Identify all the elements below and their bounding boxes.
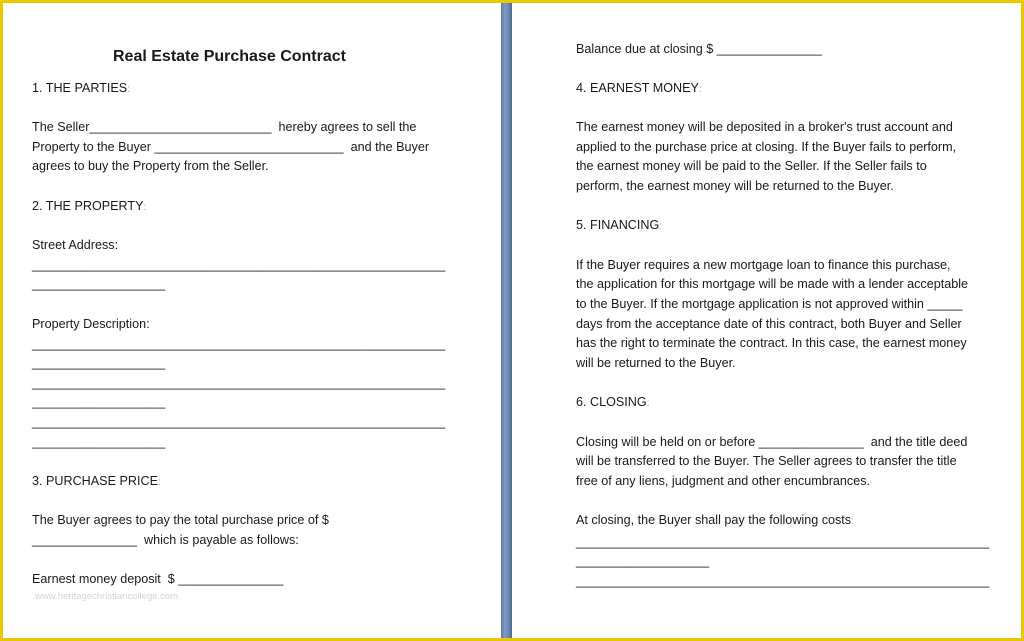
street-address-label: Street Address: bbox=[32, 238, 119, 252]
section-parties-heading: 1. THE PARTIES: bbox=[32, 81, 130, 95]
closing-costs-blank: ___________________________________________________________ bbox=[576, 574, 990, 588]
property-description-blank: ___________________ bbox=[32, 435, 166, 449]
document-frame bbox=[3, 3, 1021, 638]
earnest-money-deposit-line: Earnest money deposit $ _______________ bbox=[32, 572, 284, 586]
section-marker: : bbox=[646, 398, 650, 409]
section-marker: : bbox=[698, 84, 702, 95]
closing-costs-blank: ___________________ bbox=[576, 554, 710, 568]
parties-text-line: Property to the Buyer ___________________________ and the Buyer bbox=[32, 140, 430, 154]
financing-text-line: to the Buyer. If the mortgage application is not approved within _____ bbox=[576, 297, 963, 311]
parties-text-line: The Seller__________________________ hereby agrees to sell the bbox=[32, 120, 417, 134]
section-earnest-money-heading: 4. EARNEST MONEY: bbox=[576, 81, 702, 95]
property-description-blank: ___________________________________________________________ bbox=[32, 337, 446, 351]
section-closing-heading: 6. CLOSING: bbox=[576, 395, 650, 409]
property-description-label: Property Description: bbox=[32, 317, 150, 331]
closing-costs-blank: ___________________________________________________________ bbox=[576, 535, 990, 549]
balance-due-line: Balance due at closing $ _______________ bbox=[576, 42, 822, 56]
right-page bbox=[512, 3, 1021, 638]
page-gutter bbox=[501, 3, 512, 638]
financing-text-line: days from the acceptance date of this contract, both Buyer and Seller bbox=[576, 317, 962, 331]
street-address-blank: ___________________ bbox=[32, 277, 166, 291]
property-description-blank: ___________________ bbox=[32, 395, 166, 409]
purchase-price-text-line: The Buyer agrees to pay the total purchase price of $ bbox=[32, 513, 329, 527]
earnest-money-text-line: perform, the earnest money will be returned to the Buyer. bbox=[576, 179, 894, 193]
section-property-heading: 2. THE PROPERTY: bbox=[32, 199, 147, 213]
parties-text-line: agrees to buy the Property from the Seller. bbox=[32, 159, 269, 173]
earnest-money-text-line: applied to the purchase price at closing. If the Buyer fails to perform, bbox=[576, 140, 957, 154]
left-page bbox=[3, 3, 501, 638]
financing-text-line: the application for this mortgage will be made with a lender acceptable bbox=[576, 277, 969, 291]
closing-text-line: free of any liens, judgment and other encumbrances. bbox=[576, 474, 871, 488]
section-marker: : bbox=[851, 516, 854, 527]
closing-text-line: will be transferred to the Buyer. The Seller agrees to transfer the title bbox=[576, 454, 957, 468]
document-title: Real Estate Purchase Contract bbox=[113, 48, 346, 65]
section-marker: : bbox=[659, 221, 663, 232]
financing-text-line: If the Buyer requires a new mortgage loan to finance this purchase, bbox=[576, 258, 951, 272]
property-description-blank: ___________________________________________________________ bbox=[32, 415, 446, 429]
watermark-text: www.heritagechristiancollege.com bbox=[35, 591, 179, 602]
section-financing-heading: 5. FINANCING: bbox=[576, 218, 663, 232]
purchase-price-text-line: _______________ which is payable as follows: bbox=[32, 533, 299, 547]
section-marker: : bbox=[143, 202, 147, 213]
earnest-money-text-line: The earnest money will be deposited in a broker's trust account and bbox=[576, 120, 953, 134]
section-marker: : bbox=[157, 477, 161, 488]
property-description-blank: ___________________ bbox=[32, 356, 166, 370]
financing-text-line: has the right to terminate the contract. In this case, the earnest money bbox=[576, 336, 967, 350]
earnest-money-text-line: the earnest money will be paid to the Seller. If the Seller fails to bbox=[576, 159, 927, 173]
section-purchase-price-heading: 3. PURCHASE PRICE: bbox=[32, 474, 161, 488]
property-description-blank: ___________________________________________________________ bbox=[32, 376, 446, 390]
financing-text-line: will be returned to the Buyer. bbox=[576, 356, 736, 370]
street-address-blank: ___________________________________________________________ bbox=[32, 258, 446, 272]
closing-text-line: Closing will be held on or before _______________ and the title deed bbox=[576, 435, 968, 449]
section-marker: : bbox=[127, 84, 130, 95]
closing-costs-line: At closing, the Buyer shall pay the following costs: bbox=[576, 513, 854, 527]
